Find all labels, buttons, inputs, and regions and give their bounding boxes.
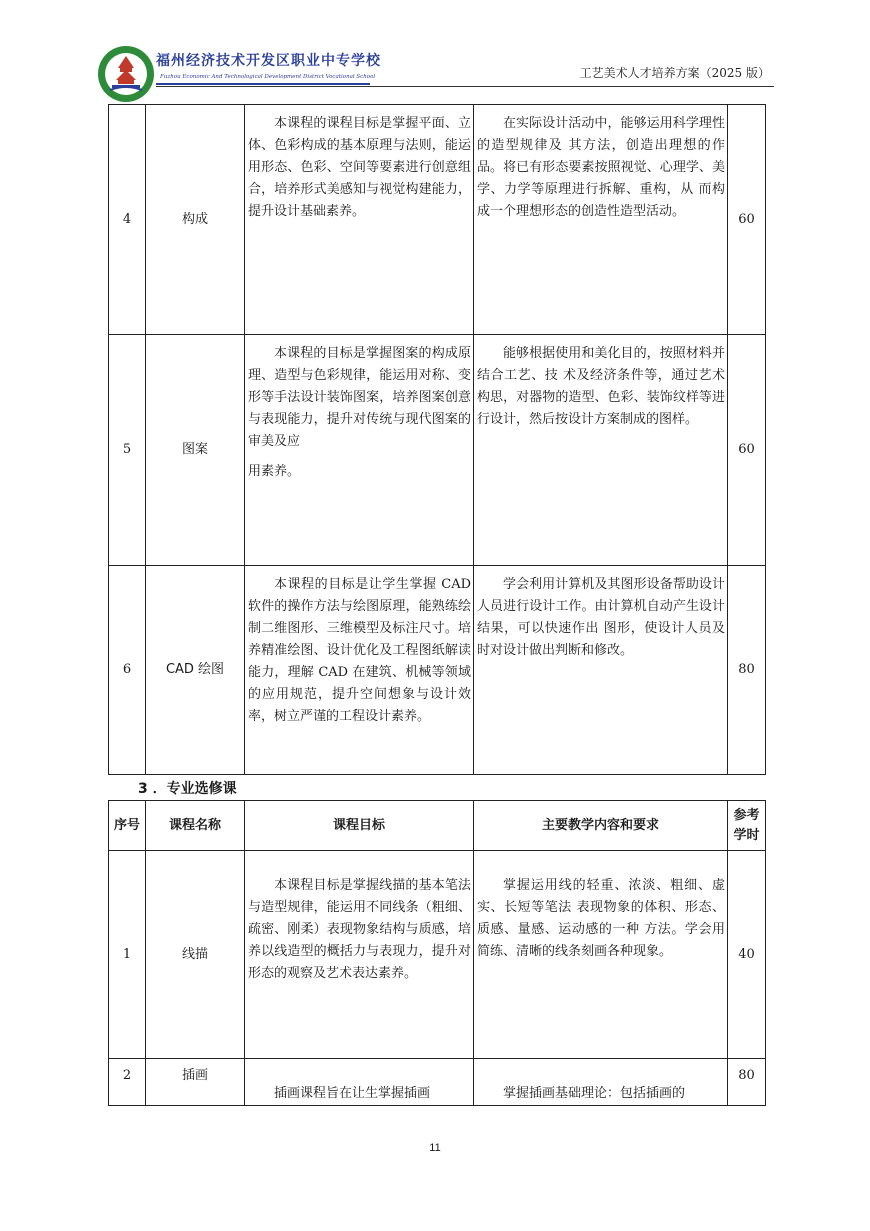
course-name: 图案: [146, 335, 245, 566]
table-row: [109, 566, 766, 775]
header-name: 课程名称: [146, 801, 245, 851]
page-header: [96, 42, 774, 102]
course-goal: 本课程的课程目标是掌握平面、立体、色彩构成的基本原理与法则，能运用形态、色彩、空间等要素进行创意组合，培养形式美感知与视觉构建能力，提升设计基础素养。: [245, 105, 474, 335]
row-number: 2: [109, 1059, 146, 1106]
document-title: 工艺美术人才培养方案（2025 版）: [579, 66, 770, 80]
course-hours: 60: [728, 335, 766, 566]
core-course-table: [108, 104, 766, 775]
header-goal: 课程目标: [245, 801, 474, 851]
page-number: 11: [429, 1142, 441, 1154]
header-content: 主要教学内容和要求: [474, 801, 728, 851]
course-goal-tail: 用素养。: [248, 464, 301, 479]
course-goal: 本课程的目标是让学生掌握 CAD 软件的操作方法与绘图原理，能熟练绘制二维图形、三维模型及标注尺寸。培养精准绘图、设计优化及工程图纸解读能力，理解 CAD 在建筑、机械等领域的应用规范，提升空间想象与设计效率，树立严谨的工程设计素养。: [245, 566, 474, 775]
table-row: [109, 105, 766, 335]
course-hours: 40: [728, 851, 766, 1059]
course-goal: 本课程目标是掌握线描的基本笔法与造型规律，能运用不同线条（粗细、疏密、刚柔）表现物象结构与质感，培养以线造型的概括力与表现力，提升对形态的观察及艺术表达素养。: [245, 851, 474, 1059]
course-hours: 60: [728, 105, 766, 335]
course-name: 线描: [146, 851, 245, 1059]
row-number: 1: [109, 851, 146, 1059]
table-row: [109, 1059, 766, 1106]
course-hours: 80: [728, 566, 766, 775]
school-logo-icon: [96, 44, 156, 104]
course-name: CAD 绘图: [146, 566, 245, 775]
course-content: 掌握插画基础理论：包括插画的: [474, 1059, 728, 1106]
header-accent-rule: [156, 83, 370, 85]
table-row: [109, 335, 766, 566]
row-number: 6: [109, 566, 146, 775]
row-number: 5: [109, 335, 146, 566]
course-content: 学会利用计算机及其图形设备帮助设计人员进行设计工作。由计算机自动产生设计结果，可以快速作出 图形，使设计人员及时对设计做出判断和修改。: [474, 566, 728, 775]
course-content: 能够根据使用和美化目的，按照材料并结合工艺、技 术及经济条件等，通过艺术构思，对器物的造型、色彩、装饰纹样等进行设计，然后按设计方案制成的图样。: [474, 335, 728, 566]
header-hours: 参考学时: [728, 801, 766, 851]
school-name-cn: 福州经济技术开发区职业中专学校: [156, 53, 381, 69]
course-content: 掌握运用线的轻重、浓淡、粗细、虚实、长短等笔法 表现物象的体积、形态、质感、量感、运动感的一种 方法。学会用简练、清晰的线条刻画各种现象。: [474, 851, 728, 1059]
course-name: 构成: [146, 105, 245, 335]
section-heading: 3 ．专业选修课: [138, 781, 237, 797]
course-content: 在实际设计活动中，能够运用科学理性的造型规律及 其方法，创造出理想的作品。将已有形态要素按照视觉、心理学、美学、力学等原理进行拆解、重构，从 而构成一个理想形态的创造性造型活动。: [474, 105, 728, 335]
school-name-en: Fuzhou Economic And Technological Development District Vocational School: [160, 74, 376, 80]
course-name: 插画: [146, 1059, 245, 1106]
header-rule: [156, 86, 774, 87]
table-row: [109, 851, 766, 1059]
table-header-row: [109, 801, 766, 851]
row-number: 4: [109, 105, 146, 335]
elective-course-table: [108, 800, 766, 1106]
course-goal: 插画课程旨在让生掌握插画: [245, 1059, 474, 1106]
course-hours: 80: [728, 1059, 766, 1106]
header-no: 序号: [109, 801, 146, 851]
course-goal: 本课程的目标是掌握图案的构成原理、造型与色彩规律，能运用对称、变形等手法设计装饰图案，培养图案创意与表现能力，提升对传统与现代图案的审美及应 用素养。: [245, 335, 474, 566]
